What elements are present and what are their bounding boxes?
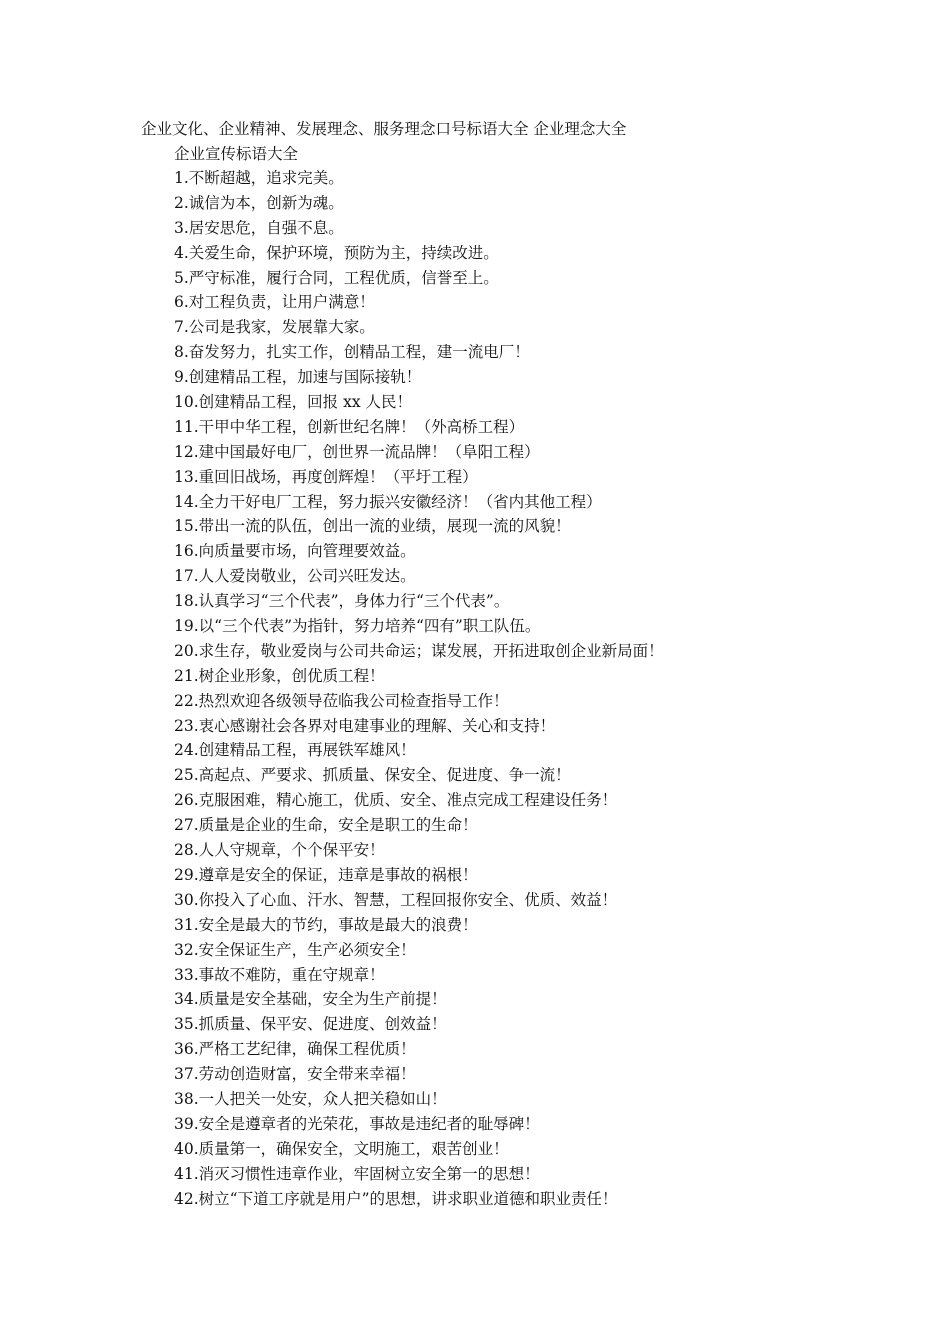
slogan-item: 32.安全保证生产，生产必须安全！	[174, 940, 416, 959]
slogan-item: 8.奋发努力，扎实工作，创精品工程，建一流电厂！	[174, 343, 530, 362]
slogan-item: 12.建中国最好电厂，创世界一流品牌！（阜阳工程）	[174, 442, 540, 461]
slogan-item: 3.居安思危，自强不息。	[174, 218, 344, 237]
slogan-item: 23.衷心感谢社会各界对电建事业的理解、关心和支持！	[174, 716, 556, 735]
slogan-item: 42.树立“下道工序就是用户”的思想，讲求职业道德和职业责任！	[174, 1189, 618, 1208]
slogan-item: 26.克服困难，精心施工，优质、安全、准点完成工程建设任务！	[174, 791, 618, 810]
slogan-item: 5.严守标准，履行合同，工程优质，信誉至上。	[174, 268, 499, 287]
slogan-item: 2.诚信为本，创新为魂。	[174, 193, 344, 212]
slogan-item: 6.对工程负责，让用户满意！	[174, 293, 375, 312]
slogan-item: 29.遵章是安全的保证，违章是事故的祸根！	[174, 865, 478, 884]
slogan-item: 19.以“三个代表”为指针，努力培养“四有”职工队伍。	[174, 617, 541, 636]
slogan-item: 25.高起点、严要求、抓质量、保安全、促进度、争一流！	[174, 766, 571, 785]
slogan-item: 14.全力干好电厂工程，努力振兴安徽经济！（省内其他工程）	[174, 492, 602, 511]
slogan-item: 11.干甲中华工程，创新世纪名牌！（外高桥工程）	[174, 417, 525, 436]
slogan-item: 33.事故不难防，重在守规章！	[174, 965, 385, 984]
slogan-item: 39.安全是遵章者的光荣花，事故是违纪者的耻辱碑！	[174, 1114, 540, 1133]
slogan-item: 34.质量是安全基础，安全为生产前提！	[174, 990, 447, 1009]
slogan-item: 36.严格工艺纪律，确保工程优质！	[174, 1040, 416, 1059]
slogan-item: 28.人人守规章，个个保平安！	[174, 841, 385, 860]
slogan-item: 15.带出一流的队伍，创出一流的业绩，展现一流的风貌！	[174, 517, 571, 536]
slogan-item: 24.创建精品工程，再展铁军雄风！	[174, 741, 416, 760]
slogan-item: 4.关爱生命，保护环境，预防为主，持续改进。	[174, 243, 499, 262]
slogan-item: 18.认真学习“三个代表”，身体力行“三个代表”。	[174, 592, 510, 611]
slogan-item: 9.创建精品工程，加速与国际接轨！	[174, 368, 422, 387]
slogan-item: 17.人人爱岗敬业，公司兴旺发达。	[174, 567, 416, 586]
slogan-item: 13.重回旧战场，再度创辉煌！（平圩工程）	[174, 467, 478, 486]
slogan-item: 22.热烈欢迎各级领导莅临我公司检查指导工作！	[174, 691, 509, 710]
slogan-item: 38.一人把关一处安，众人把关稳如山！	[174, 1089, 447, 1108]
slogan-item: 20.求生存，敬业爱岗与公司共命运；谋发展，开拓进取创企业新局面！	[174, 641, 664, 660]
slogan-item: 40.质量第一，确保安全，文明施工，艰苦创业！	[174, 1139, 509, 1158]
slogan-item: 41.消灭习惯性违章作业，牢固树立安全第一的思想！	[174, 1164, 540, 1183]
slogan-item: 27.质量是企业的生命，安全是职工的生命！	[174, 816, 478, 835]
slogan-item: 10.创建精品工程，回报 xx 人民！	[174, 393, 412, 412]
slogan-list	[174, 166, 664, 1211]
slogan-item: 1.不断超越，追求完美。	[174, 169, 344, 187]
slogan-item: 30.你投入了心血、汗水、智慧，工程回报你安全、优质、效益！	[174, 890, 618, 909]
document-title: 企业文化、企业精神、发展理念、服务理念口号标语大全 企业理念大全	[141, 120, 627, 138]
slogan-item: 31.安全是最大的节约，事故是最大的浪费！	[174, 915, 478, 934]
slogan-item: 37.劳动创造财富，安全带来幸福！	[174, 1065, 416, 1084]
document-subtitle: 企业宣传标语大全	[174, 145, 299, 163]
slogan-item: 7.公司是我家，发展靠大家。	[174, 318, 375, 337]
slogan-item: 16.向质量要市场，向管理要效益。	[174, 542, 416, 561]
slogan-item: 35.抓质量、保平安、促进度、创效益！	[174, 1015, 447, 1034]
slogan-item: 21.树企业形象，创优质工程！	[174, 666, 385, 685]
